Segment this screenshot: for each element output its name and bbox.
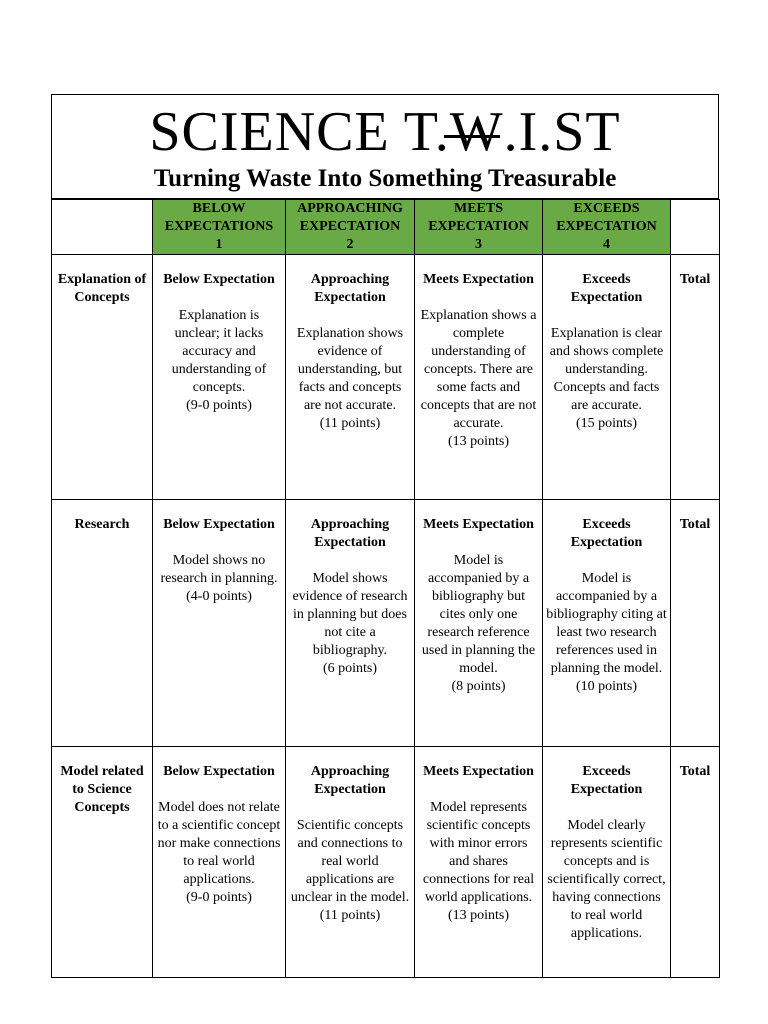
rubric-table bbox=[51, 199, 720, 978]
cell-description: Model clearly represents scientific concepts and is scientifically correct, having connections to real world applications. bbox=[547, 818, 666, 941]
rubric-header bbox=[51, 94, 719, 199]
level-label: MEETS EXPECTATION bbox=[428, 201, 529, 234]
total-cell: Total bbox=[671, 255, 720, 500]
cell-points: (9-0 points) bbox=[186, 890, 252, 905]
cell-points: (6 points) bbox=[322, 661, 378, 676]
cell-points: (13 points) bbox=[447, 908, 510, 923]
level-number: 4 bbox=[603, 237, 610, 252]
cell-points: (11 points) bbox=[319, 416, 381, 431]
criteria-cell bbox=[286, 500, 415, 747]
cell-description: Model shows evidence of research in planning but does not cite a bibliography. bbox=[292, 571, 408, 658]
cell-title: Below Expectation bbox=[163, 517, 275, 532]
cell-title: Meets Expectation bbox=[423, 764, 534, 779]
criteria-cell bbox=[286, 255, 415, 500]
cell-title: Exceeds Expectation bbox=[570, 517, 643, 550]
level-header-row bbox=[52, 200, 720, 255]
cell-description: Explanation is clear and shows complete understanding. Concepts and facts are accurate. bbox=[549, 326, 664, 413]
level-label: EXCEEDS EXPECTATION bbox=[556, 201, 657, 234]
level-number: 3 bbox=[475, 237, 482, 252]
criteria-cell bbox=[153, 255, 286, 500]
page-title bbox=[52, 97, 718, 167]
criteria-cell bbox=[415, 255, 543, 500]
level-header-4 bbox=[543, 200, 671, 255]
cell-title: Exceeds Expectation bbox=[570, 272, 643, 305]
rubric-sheet bbox=[51, 94, 719, 978]
cell-title: Approaching Expectation bbox=[310, 272, 390, 305]
cell-description: Model is accompanied by a bibliography citing at least two research references used in planning the model. bbox=[546, 571, 667, 676]
title-letter-w: W bbox=[450, 97, 504, 167]
cell-title: Below Expectation bbox=[163, 272, 275, 287]
criteria-cell bbox=[153, 500, 286, 747]
cell-description: Explanation is unclear; it lacks accuracy and understanding of concepts. bbox=[171, 308, 267, 395]
level-header-2 bbox=[286, 200, 415, 255]
table-row bbox=[52, 500, 720, 747]
total-header-cell bbox=[671, 200, 720, 255]
cell-description: Explanation shows evidence of understanding, but facts and concepts are not accurate. bbox=[296, 326, 404, 413]
level-header-1 bbox=[153, 200, 286, 255]
criteria-cell bbox=[543, 255, 671, 500]
cell-description: Model is accompanied by a bibliography but cites only one research reference used in planning the model. bbox=[421, 553, 536, 676]
cell-description: Model does not relate to a scientific concept nor make connections to real world applications. bbox=[157, 800, 281, 887]
cell-title: Meets Expectation bbox=[423, 517, 534, 532]
cell-points: (9-0 points) bbox=[186, 398, 252, 413]
criteria-cell bbox=[543, 500, 671, 747]
category-cell: Explanation of Concepts bbox=[52, 255, 153, 500]
cell-description: Scientific concepts and connections to real world applications are unclear in the model. bbox=[290, 818, 410, 905]
cell-points: (13 points) bbox=[447, 434, 510, 449]
cell-points: (8 points) bbox=[451, 679, 506, 694]
cell-points: (10 points) bbox=[575, 679, 638, 694]
category-cell: Model related to Science Concepts bbox=[52, 747, 153, 978]
level-number: 2 bbox=[346, 237, 354, 252]
total-cell: Total bbox=[671, 500, 720, 747]
total-cell: Total bbox=[671, 747, 720, 978]
cell-points: (15 points) bbox=[575, 416, 638, 431]
criteria-cell bbox=[415, 500, 543, 747]
level-header-3 bbox=[415, 200, 543, 255]
page-subtitle: Turning Waste Into Something Treasurable bbox=[153, 165, 617, 192]
cell-title: Below Expectation bbox=[163, 764, 275, 779]
criteria-cell bbox=[415, 747, 543, 978]
criteria-cell bbox=[543, 747, 671, 978]
cell-points: (11 points) bbox=[319, 908, 381, 923]
title-part2: .I.ST bbox=[503, 101, 621, 163]
level-number: 1 bbox=[215, 237, 223, 252]
table-row bbox=[52, 747, 720, 978]
cell-title: Meets Expectation bbox=[423, 272, 534, 287]
cell-description: Explanation shows a complete understanding of concepts. There are some facts and concepts that are not accurate. bbox=[420, 308, 537, 431]
cell-description: Model shows no research in planning. bbox=[160, 553, 278, 586]
cell-points: (4-0 points) bbox=[186, 589, 252, 604]
criteria-cell bbox=[153, 747, 286, 978]
cell-title: Approaching Expectation bbox=[310, 517, 390, 550]
category-cell: Research bbox=[52, 500, 153, 747]
cell-description: Model represents scientific concepts with minor errors and shares connections for real world applications. bbox=[422, 800, 535, 905]
title-part1: SCIENCE T. bbox=[149, 101, 450, 163]
level-label: APPROACHING EXPECTATION bbox=[297, 201, 403, 234]
criteria-cell bbox=[286, 747, 415, 978]
corner-cell bbox=[52, 200, 153, 255]
cell-title: Approaching Expectation bbox=[310, 764, 390, 797]
table-row bbox=[52, 255, 720, 500]
level-label: BELOW EXPECTATIONS bbox=[164, 201, 274, 234]
cell-title: Exceeds Expectation bbox=[570, 764, 643, 797]
